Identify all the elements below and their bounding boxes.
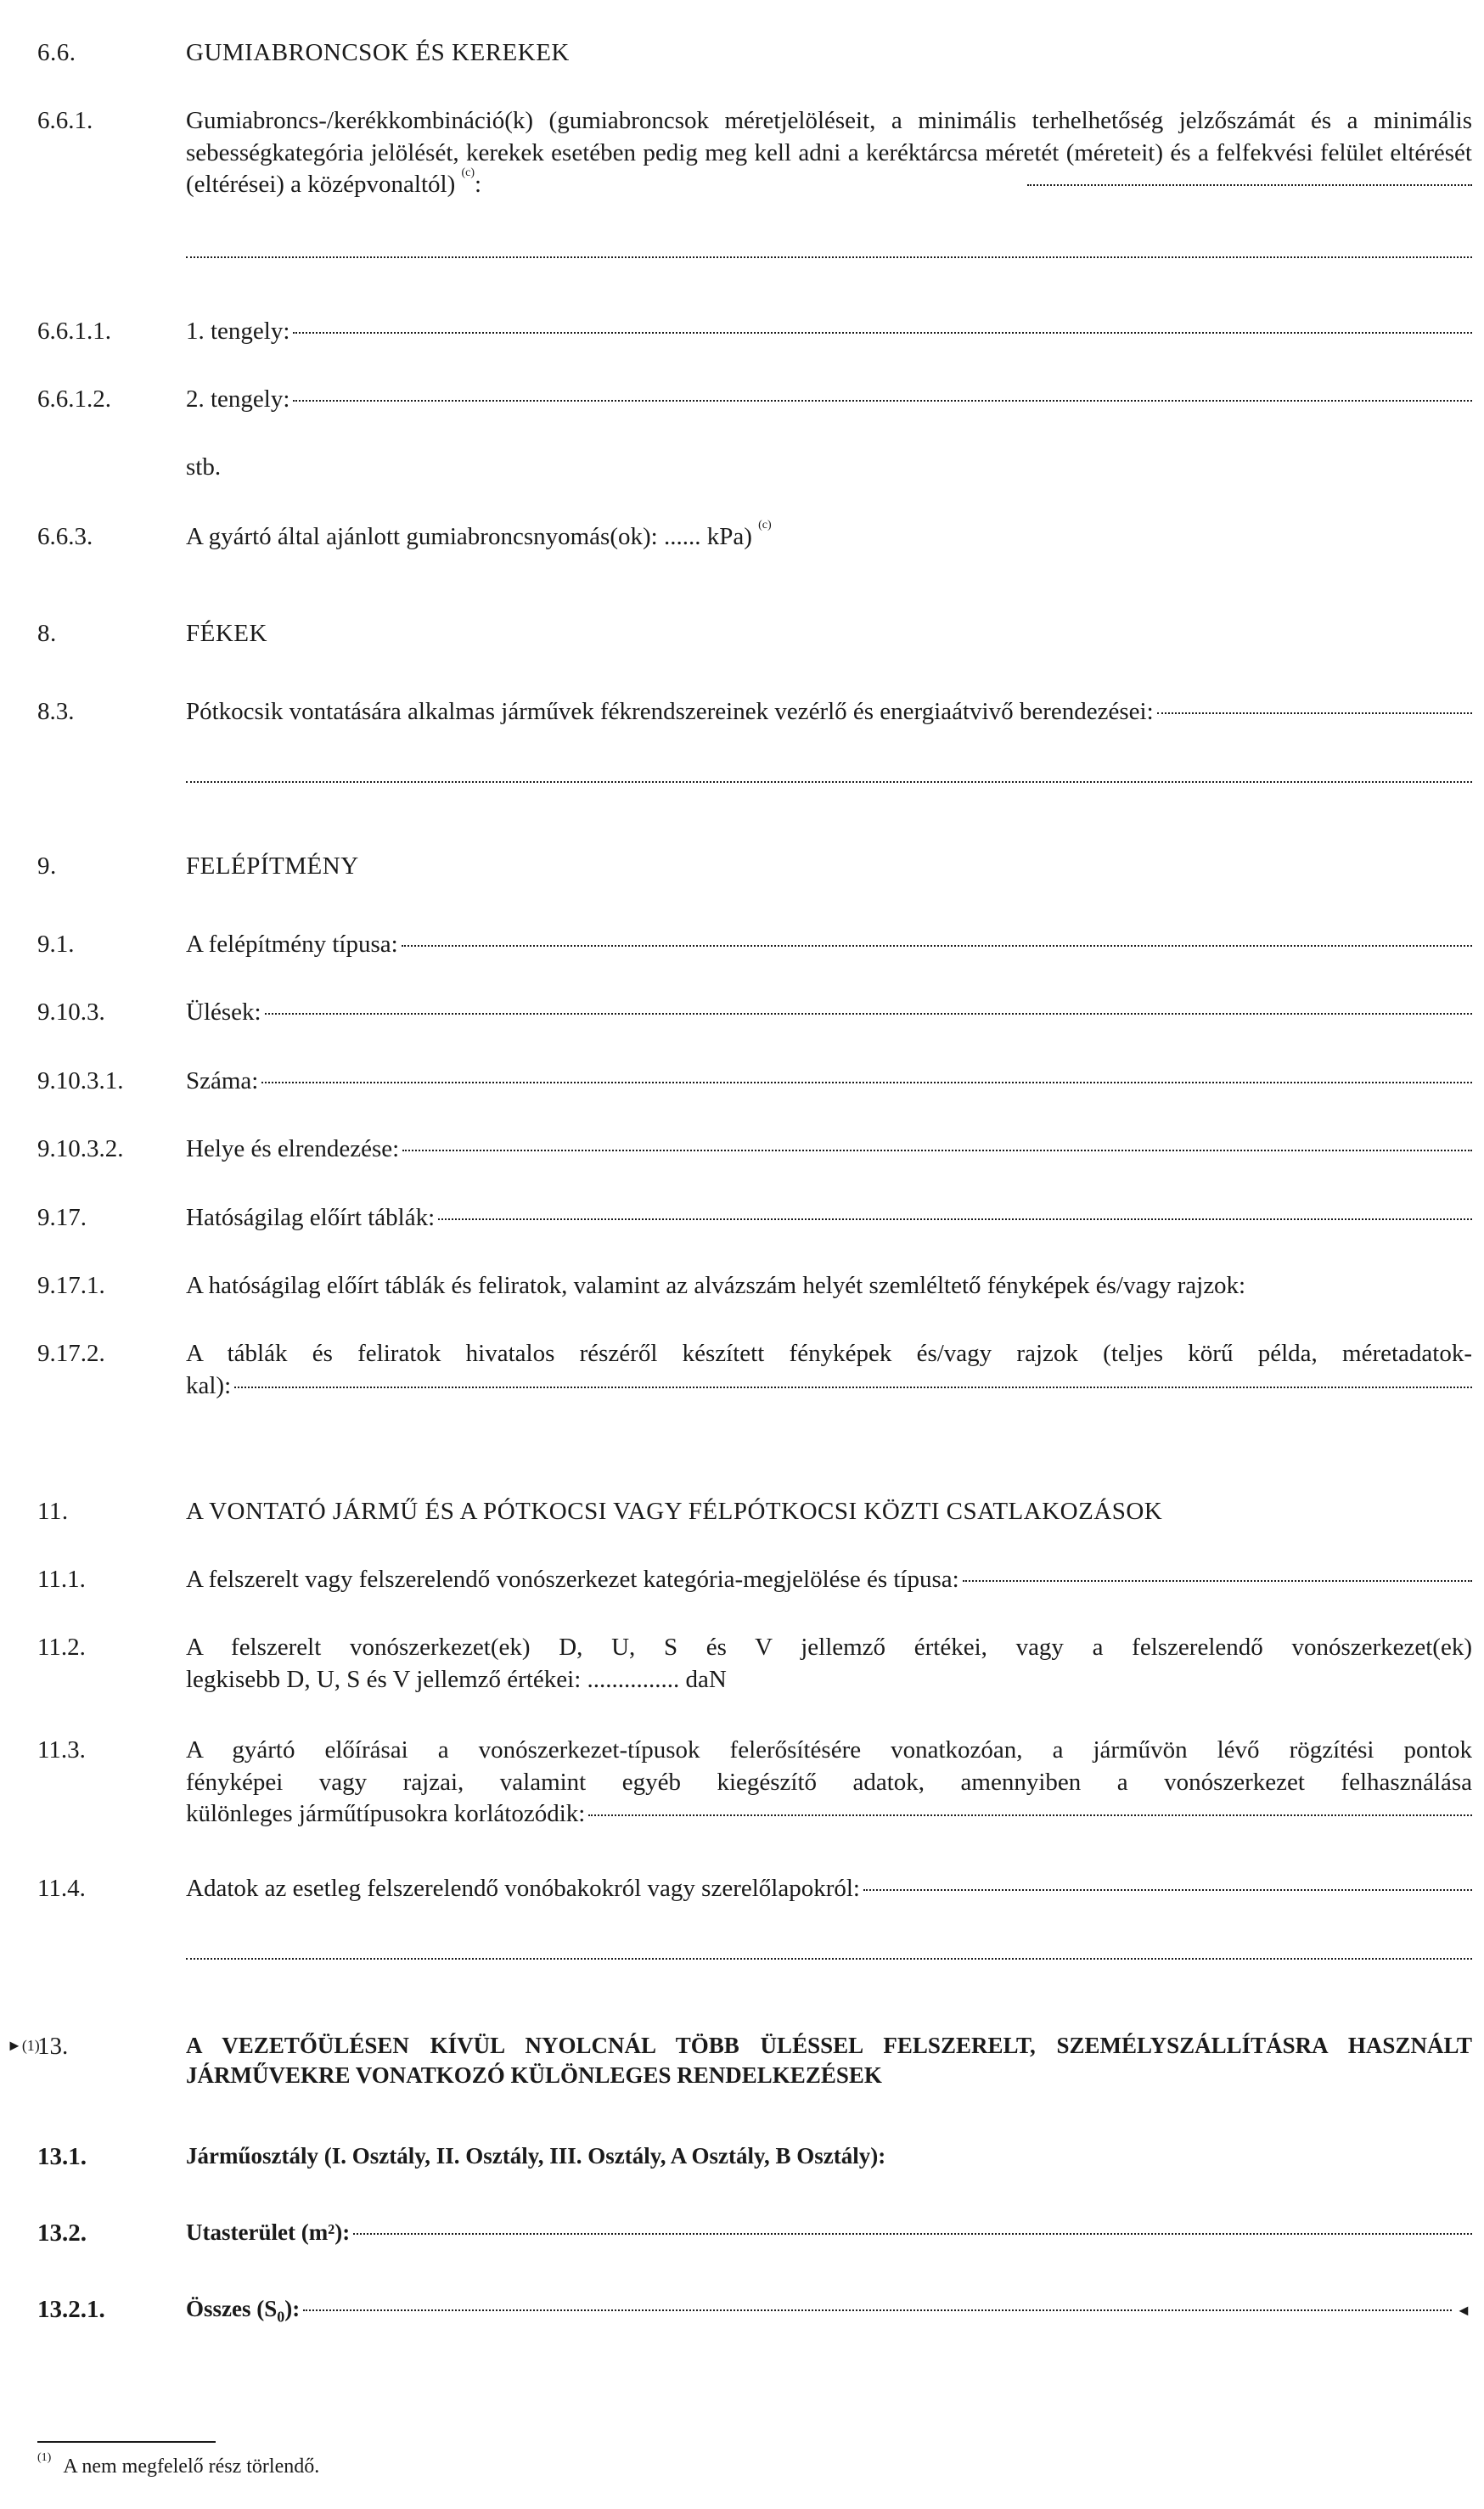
fill-line: [863, 1889, 1472, 1891]
fill-field: [186, 1066, 1472, 1098]
fill-line: [963, 1580, 1472, 1582]
fill-field: [186, 929, 1472, 961]
fill-line: [303, 2309, 1452, 2311]
footnote: [37, 2451, 320, 2480]
section-text: Járműosztály (I. Osztály, II. Osztály, III. Osztály, A Osztály, B Osztály):: [186, 2143, 886, 2169]
field-label: Adatok az esetleg felszerelendő vonóbakokról vagy szerelőlapokról:: [186, 1875, 860, 1902]
text-line: JÁRMŰVEKRE VONATKOZÓ KÜLÖNLEGES RENDELKEZÉSEK: [186, 2062, 882, 2089]
section-number: 11.3.: [37, 1736, 86, 1764]
fill-dots: ......: [663, 523, 701, 550]
section-number: 11.2.: [37, 1634, 86, 1661]
fill-line: [353, 2233, 1472, 2235]
fill-line: [1027, 184, 1472, 186]
section-number: 11.1.: [37, 1566, 86, 1593]
field-label: legkisebb D, U, S és V jellemző értékei:: [186, 1665, 582, 1693]
fill-line: [1157, 712, 1472, 714]
section-title: FELÉPÍTMÉNY: [186, 852, 359, 880]
field-label: Utasterület (m²):: [186, 2219, 351, 2245]
section-number: 6.6.1.2.: [37, 385, 111, 413]
fill-field: [186, 1798, 1472, 1831]
section-number: 11.4.: [37, 1875, 86, 1902]
label-part: Összes (S: [186, 2296, 278, 2321]
field-label: [186, 2294, 300, 2327]
fill-line: [261, 1082, 1472, 1083]
section-title: GUMIABRONCSOK ÉS KEREKEK: [186, 39, 570, 66]
field-label: kal):: [186, 1371, 232, 1399]
footnote-rule: [37, 2441, 216, 2443]
section-number: 6.6.: [37, 39, 76, 66]
field-label: A gyártó által ajánlott gumiabroncsnyomás(ok):: [186, 523, 658, 550]
section-number: 13.1.: [37, 2143, 87, 2170]
field-label: Hatóságilag előírt táblák:: [186, 1204, 436, 1231]
footnote-text: A nem megfelelő rész törlendő.: [63, 2456, 320, 2478]
section-number: 9.17.1.: [37, 1272, 105, 1299]
section-text: [186, 521, 1472, 554]
section-number: 8.: [37, 620, 57, 647]
section-title: FÉKEK: [186, 620, 267, 647]
fill-line: [402, 945, 1472, 947]
field-label: Pótkocsik vontatására alkalmas járművek fékrendszereinek vezérlő és energiaátvivő berendezései:: [186, 698, 1154, 725]
section-number: 6.6.1.: [37, 107, 93, 134]
fill-line: [186, 256, 1472, 258]
fill-field: [186, 2294, 1452, 2327]
fill-field: [186, 997, 1472, 1029]
field-label: 2. tengely:: [186, 385, 290, 413]
fill-line: [438, 1218, 1472, 1220]
section-text: Gumiabroncs-/kerékkombináció(k) (gumiabroncsok méretjelöléseit, a minimális terhelhetőség jelzőszámát és a minimális sebességkategória jelölését, kerekek esetében pedig meg kell adni a keréktárcsa méretét (méreteit) és a felfekvési felület eltérését (eltérései) a középvonaltól) $^{(c)}$:: [186, 107, 1472, 199]
section-number: 6.6.3.: [37, 523, 93, 550]
field-label: A felépítmény típusa:: [186, 931, 398, 958]
section-number: 9.17.2.: [37, 1340, 105, 1367]
footnote-ref: (c): [758, 519, 772, 532]
section-text: [186, 1338, 1472, 1402]
amendment-start-marker: ►(1): [7, 2037, 40, 2054]
fill-line: [293, 332, 1472, 334]
fill-field: [186, 316, 1472, 348]
label-part: ):: [284, 2296, 301, 2321]
field-label: A felszerelt vagy felszerelendő vonószerkezet kategória-megjelölése és típusa:: [186, 1566, 959, 1593]
text-line: fényképei vagy rajzai, valamint egyéb kiegészítő adatok, amennyiben a vonószerkezet felhasználása: [186, 1768, 1472, 1796]
section-text: [186, 1735, 1472, 1831]
fill-field: [186, 1370, 1472, 1403]
fill-field: [186, 1134, 1472, 1166]
field-label: különleges járműtípusokra korlátozódik:: [186, 1800, 586, 1828]
fill-line: [186, 1958, 1472, 1960]
text-line: [186, 1664, 1472, 1696]
section-number: 9.17.: [37, 1204, 87, 1231]
unit-label: daN: [685, 1665, 727, 1693]
fill-line: [293, 400, 1472, 402]
section-number: 11.: [37, 1498, 69, 1525]
section-number: 13.2.1.: [37, 2296, 105, 2323]
fill-line: [234, 1387, 1472, 1388]
unit-label: kPa): [706, 523, 752, 550]
section-number: 9.10.3.: [37, 999, 105, 1026]
section-number: 9.1.: [37, 931, 75, 958]
section-number: 13.: [37, 2033, 69, 2060]
footnote-number: (1): [37, 2451, 52, 2464]
paragraph-text: Gumiabroncs-/kerékkombináció(k) (gumiabroncsok méretjelöléseit, a minimális terhelhetőség jelzőszámát és a minimális sebességkategória jelölését, kerekek esetében pedig meg kell adni a keréktárcsa méretét (méreteit) és a felfekvési felület eltérését (eltérései) a középvonaltól): [186, 107, 1472, 199]
section-6-6-1: [37, 105, 1472, 224]
fill-field: [186, 1564, 1472, 1596]
amendment-end-marker: ◄: [1456, 2302, 1471, 2319]
subscript: 0: [277, 2308, 285, 2326]
fill-field: [186, 1202, 1472, 1235]
section-number: 13.2.: [37, 2219, 87, 2247]
fill-line: [588, 1814, 1472, 1816]
fill-field: [186, 2218, 1472, 2247]
section-title: A VONTATÓ JÁRMŰ ÉS A PÓTKOCSI VAGY FÉLPÓTKOCSI KÖZTI CSATLAKOZÁSOK: [186, 1498, 1163, 1525]
fill-field: [186, 1873, 1472, 1905]
fill-line: [265, 1013, 1472, 1015]
field-label: Száma:: [186, 1067, 259, 1094]
etc-text: stb.: [186, 453, 222, 481]
section-text: [186, 1632, 1472, 1696]
fill-dots: ...............: [587, 1665, 680, 1693]
fill-line: [402, 1150, 1472, 1151]
text-line: A felszerelt vonószerkezet(ek) D, U, S és V jellemző értékei, vagy a felszerelendő vonószerkezet(ek): [186, 1634, 1472, 1661]
section-number: 8.3.: [37, 698, 75, 725]
section-number: 6.6.1.1.: [37, 318, 111, 345]
section-text: A hatóságilag előírt táblák és feliratok, valamint az alvázszám helyét szemléltető fényképek és/vagy rajzok:: [186, 1272, 1246, 1299]
fill-field: [186, 696, 1472, 729]
section-number: 9.: [37, 852, 57, 880]
fill-field: [186, 384, 1472, 416]
section-number: 9.10.3.1.: [37, 1067, 124, 1094]
fill-line: [186, 781, 1472, 783]
field-label: Ülések:: [186, 999, 261, 1026]
text-line: A táblák és feliratok hivatalos részéről készített fényképek és/vagy rajzok (teljes körű példa, méretadatok-: [186, 1340, 1472, 1367]
field-label: 1. tengely:: [186, 318, 290, 345]
text-line: A VEZETŐÜLÉSEN KÍVÜL NYOLCNÁL TÖBB ÜLÉSSEL FELSZERELT, SZEMÉLYSZÁLLÍTÁSRA HASZNÁLT: [186, 2033, 1472, 2058]
footnote-ref: (c): [461, 166, 475, 180]
section-title: [186, 2031, 1472, 2090]
text-line: A gyártó előírásai a vonószerkezet-típusok felerősítésére vonatkozóan, a járművön lévő rögzítési pontok: [186, 1736, 1472, 1764]
field-label: Helye és elrendezése:: [186, 1135, 400, 1162]
section-number: 9.10.3.2.: [37, 1135, 124, 1162]
